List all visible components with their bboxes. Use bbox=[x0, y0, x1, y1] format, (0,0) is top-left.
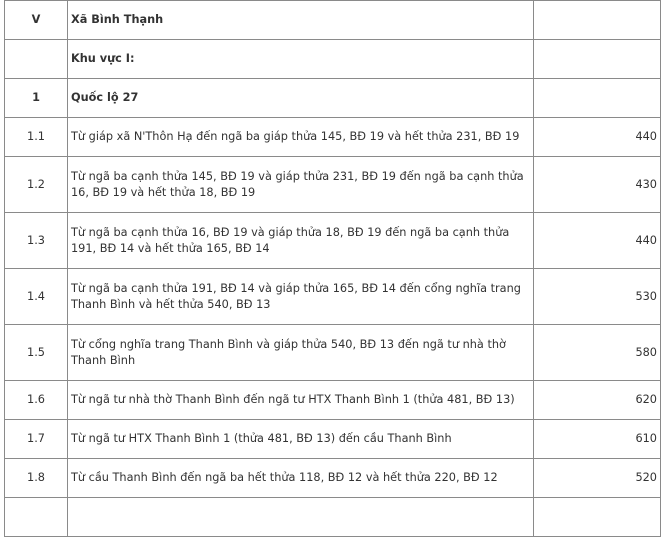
table-row bbox=[5, 79, 661, 118]
row-price: 620 bbox=[534, 381, 661, 420]
row-number: 1.5 bbox=[5, 325, 68, 381]
row-number: 1.7 bbox=[5, 420, 68, 459]
table-row bbox=[5, 213, 661, 269]
row-description: Khu vực I: bbox=[68, 40, 534, 79]
row-price: 440 bbox=[534, 213, 661, 269]
table-row bbox=[5, 40, 661, 79]
table-row bbox=[5, 325, 661, 381]
row-description: Từ ngã ba cạnh thửa 191, BĐ 14 và giáp thửa 165, BĐ 14 đến cổng nghĩa trang Thanh Bình và hết thửa 540, BĐ 13 bbox=[68, 269, 534, 325]
row-description: Từ ngã tư HTX Thanh Bình 1 (thửa 481, BĐ 13) đến cầu Thanh Bình bbox=[68, 420, 534, 459]
table-row bbox=[5, 420, 661, 459]
row-number bbox=[5, 498, 68, 537]
row-description: Quốc lộ 27 bbox=[68, 79, 534, 118]
row-price bbox=[534, 498, 661, 537]
table-row bbox=[5, 269, 661, 325]
row-price bbox=[534, 1, 661, 40]
row-number: 1.8 bbox=[5, 459, 68, 498]
row-description: Từ cầu Thanh Bình đến ngã ba hết thửa 118, BĐ 12 và hết thửa 220, BĐ 12 bbox=[68, 459, 534, 498]
row-price: 430 bbox=[534, 157, 661, 213]
table-row bbox=[5, 1, 661, 40]
row-number bbox=[5, 40, 68, 79]
row-description: Từ ngã ba cạnh thửa 16, BĐ 19 và giáp thửa 18, BĐ 19 đến ngã ba cạnh thửa 191, BĐ 14 và hết thửa 165, BĐ 14 bbox=[68, 213, 534, 269]
row-number: 1.3 bbox=[5, 213, 68, 269]
row-price: 610 bbox=[534, 420, 661, 459]
row-number: 1.6 bbox=[5, 381, 68, 420]
row-price: 580 bbox=[534, 325, 661, 381]
row-description: Xã Bình Thạnh bbox=[68, 1, 534, 40]
row-price: 520 bbox=[534, 459, 661, 498]
row-price bbox=[534, 40, 661, 79]
row-number: 1.1 bbox=[5, 118, 68, 157]
row-description: Từ giáp xã N'Thôn Hạ đến ngã ba giáp thửa 145, BĐ 19 và hết thửa 231, BĐ 19 bbox=[68, 118, 534, 157]
row-description: Từ ngã ba cạnh thửa 145, BĐ 19 và giáp thửa 231, BĐ 19 đến ngã ba cạnh thửa 16, BĐ 19 và hết thửa 18, BĐ 19 bbox=[68, 157, 534, 213]
row-price: 530 bbox=[534, 269, 661, 325]
row-number: 1.4 bbox=[5, 269, 68, 325]
row-number: 1 bbox=[5, 79, 68, 118]
row-price: 440 bbox=[534, 118, 661, 157]
row-description: Từ ngã tư nhà thờ Thanh Bình đến ngã tư HTX Thanh Bình 1 (thửa 481, BĐ 13) bbox=[68, 381, 534, 420]
row-price bbox=[534, 79, 661, 118]
table-row bbox=[5, 459, 661, 498]
row-number: 1.2 bbox=[5, 157, 68, 213]
land-price-table bbox=[4, 0, 661, 537]
row-description: Từ cổng nghĩa trang Thanh Bình và giáp thửa 540, BĐ 13 đến ngã tư nhà thờ Thanh Bình bbox=[68, 325, 534, 381]
table-row bbox=[5, 381, 661, 420]
table-row bbox=[5, 157, 661, 213]
row-description bbox=[68, 498, 534, 537]
table-row bbox=[5, 498, 661, 537]
table-row bbox=[5, 118, 661, 157]
row-number: V bbox=[5, 1, 68, 40]
